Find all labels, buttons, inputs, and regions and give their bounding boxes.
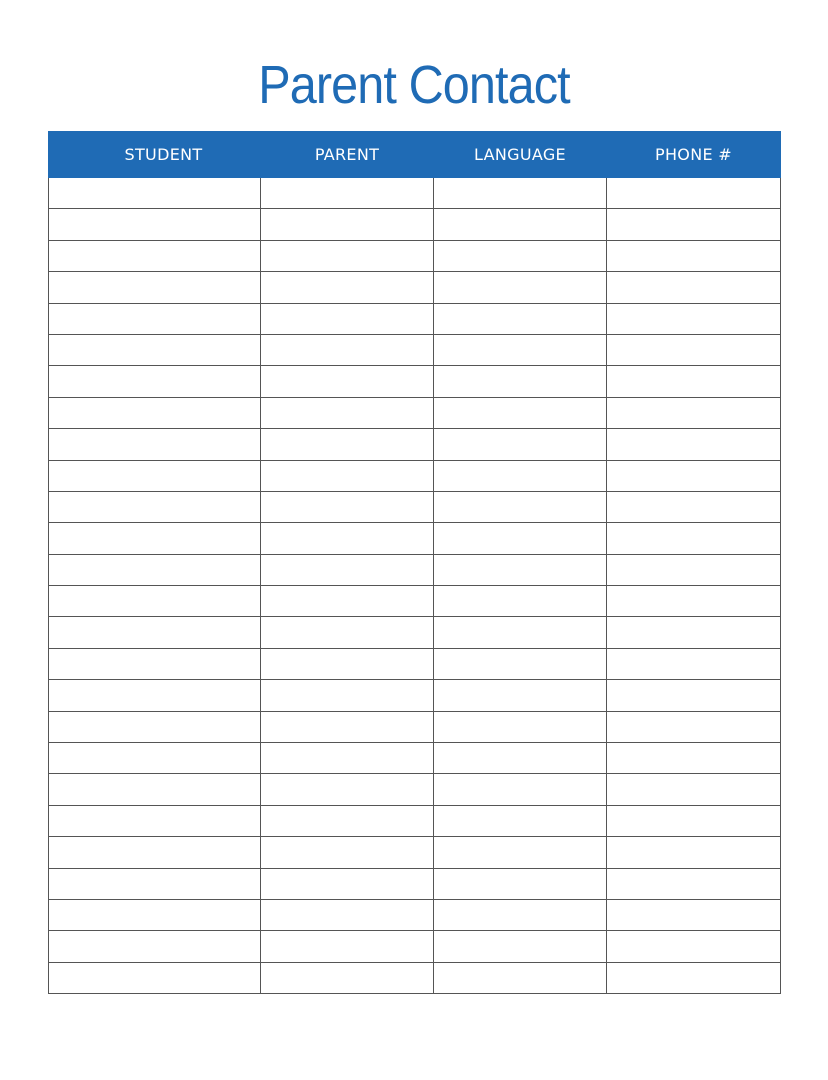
- cell-phone[interactable]: [607, 586, 781, 617]
- cell-language[interactable]: [434, 743, 607, 774]
- cell-phone[interactable]: [607, 648, 781, 679]
- cell-parent[interactable]: [261, 899, 434, 930]
- cell-student[interactable]: [49, 303, 261, 334]
- table-row: [49, 178, 781, 209]
- cell-parent[interactable]: [261, 680, 434, 711]
- cell-student[interactable]: [49, 397, 261, 428]
- parent-contact-table: [48, 131, 781, 994]
- cell-language[interactable]: [434, 429, 607, 460]
- cell-parent[interactable]: [261, 209, 434, 240]
- cell-phone[interactable]: [607, 931, 781, 962]
- cell-student[interactable]: [49, 743, 261, 774]
- cell-student[interactable]: [49, 491, 261, 522]
- cell-phone[interactable]: [607, 272, 781, 303]
- cell-language[interactable]: [434, 899, 607, 930]
- column-header-phone: PHONE #: [607, 132, 781, 178]
- cell-student[interactable]: [49, 366, 261, 397]
- table-row: [49, 868, 781, 899]
- cell-language[interactable]: [434, 868, 607, 899]
- cell-language[interactable]: [434, 240, 607, 271]
- table-row: [49, 460, 781, 491]
- table-row: [49, 617, 781, 648]
- cell-language[interactable]: [434, 272, 607, 303]
- cell-parent[interactable]: [261, 523, 434, 554]
- cell-phone[interactable]: [607, 209, 781, 240]
- cell-phone[interactable]: [607, 617, 781, 648]
- cell-parent[interactable]: [261, 805, 434, 836]
- cell-parent[interactable]: [261, 397, 434, 428]
- column-header-language: LANGUAGE: [434, 132, 607, 178]
- cell-language[interactable]: [434, 805, 607, 836]
- cell-phone[interactable]: [607, 868, 781, 899]
- table-body: [49, 178, 781, 994]
- cell-phone[interactable]: [607, 711, 781, 742]
- cell-parent[interactable]: [261, 272, 434, 303]
- cell-student[interactable]: [49, 460, 261, 491]
- cell-language[interactable]: [434, 680, 607, 711]
- table-row: [49, 397, 781, 428]
- cell-phone[interactable]: [607, 303, 781, 334]
- table-header: [49, 132, 781, 178]
- cell-parent[interactable]: [261, 868, 434, 899]
- cell-parent[interactable]: [261, 334, 434, 365]
- cell-phone[interactable]: [607, 240, 781, 271]
- table-row: [49, 429, 781, 460]
- cell-parent[interactable]: [261, 554, 434, 585]
- table-row: [49, 240, 781, 271]
- cell-student[interactable]: [49, 523, 261, 554]
- cell-student[interactable]: [49, 554, 261, 585]
- cell-phone[interactable]: [607, 962, 781, 993]
- cell-language[interactable]: [434, 617, 607, 648]
- cell-language[interactable]: [434, 491, 607, 522]
- cell-student[interactable]: [49, 240, 261, 271]
- table-row: [49, 962, 781, 993]
- page-title: Parent Contact: [258, 55, 570, 115]
- cell-phone[interactable]: [607, 366, 781, 397]
- table-row: [49, 805, 781, 836]
- cell-student[interactable]: [49, 209, 261, 240]
- cell-phone[interactable]: [607, 178, 781, 209]
- cell-student[interactable]: [49, 899, 261, 930]
- table-row: [49, 554, 781, 585]
- table-row: [49, 303, 781, 334]
- cell-parent[interactable]: [261, 837, 434, 868]
- table-row: [49, 586, 781, 617]
- table-row: [49, 648, 781, 679]
- cell-phone[interactable]: [607, 429, 781, 460]
- table-row: [49, 837, 781, 868]
- cell-student[interactable]: [49, 648, 261, 679]
- cell-phone[interactable]: [607, 680, 781, 711]
- cell-parent[interactable]: [261, 240, 434, 271]
- table-row: [49, 334, 781, 365]
- cell-phone[interactable]: [607, 334, 781, 365]
- table-row: [49, 680, 781, 711]
- cell-language[interactable]: [434, 586, 607, 617]
- cell-phone[interactable]: [607, 899, 781, 930]
- cell-student[interactable]: [49, 805, 261, 836]
- cell-phone[interactable]: [607, 554, 781, 585]
- cell-language[interactable]: [434, 554, 607, 585]
- cell-student[interactable]: [49, 774, 261, 805]
- table-row: [49, 272, 781, 303]
- cell-student[interactable]: [49, 962, 261, 993]
- cell-phone[interactable]: [607, 460, 781, 491]
- table-row: [49, 899, 781, 930]
- cell-student[interactable]: [49, 272, 261, 303]
- cell-parent[interactable]: [261, 491, 434, 522]
- table-row: [49, 743, 781, 774]
- cell-parent[interactable]: [261, 711, 434, 742]
- table-row: [49, 523, 781, 554]
- cell-parent[interactable]: [261, 648, 434, 679]
- cell-phone[interactable]: [607, 837, 781, 868]
- cell-language[interactable]: [434, 334, 607, 365]
- cell-student[interactable]: [49, 429, 261, 460]
- cell-student[interactable]: [49, 837, 261, 868]
- cell-student[interactable]: [49, 586, 261, 617]
- table-row: [49, 711, 781, 742]
- cell-student[interactable]: [49, 178, 261, 209]
- cell-student[interactable]: [49, 334, 261, 365]
- cell-language[interactable]: [434, 711, 607, 742]
- cell-language[interactable]: [434, 837, 607, 868]
- cell-language[interactable]: [434, 178, 607, 209]
- header-row: [49, 132, 781, 178]
- cell-phone[interactable]: [607, 774, 781, 805]
- cell-parent[interactable]: [261, 617, 434, 648]
- cell-language[interactable]: [434, 648, 607, 679]
- cell-parent[interactable]: [261, 743, 434, 774]
- table-row: [49, 366, 781, 397]
- cell-parent[interactable]: [261, 931, 434, 962]
- column-header-student: STUDENT: [49, 132, 261, 178]
- cell-student[interactable]: [49, 680, 261, 711]
- cell-language[interactable]: [434, 774, 607, 805]
- cell-language[interactable]: [434, 397, 607, 428]
- cell-language[interactable]: [434, 303, 607, 334]
- cell-language[interactable]: [434, 931, 607, 962]
- cell-student[interactable]: [49, 868, 261, 899]
- cell-language[interactable]: [434, 209, 607, 240]
- cell-parent[interactable]: [261, 962, 434, 993]
- cell-language[interactable]: [434, 523, 607, 554]
- cell-parent[interactable]: [261, 586, 434, 617]
- cell-parent[interactable]: [261, 178, 434, 209]
- cell-phone[interactable]: [607, 743, 781, 774]
- cell-language[interactable]: [434, 366, 607, 397]
- table-row: [49, 209, 781, 240]
- cell-language[interactable]: [434, 460, 607, 491]
- column-header-parent: PARENT: [261, 132, 434, 178]
- cell-parent[interactable]: [261, 366, 434, 397]
- cell-parent[interactable]: [261, 429, 434, 460]
- cell-phone[interactable]: [607, 523, 781, 554]
- table-row: [49, 491, 781, 522]
- cell-parent[interactable]: [261, 460, 434, 491]
- cell-student[interactable]: [49, 931, 261, 962]
- cell-student[interactable]: [49, 711, 261, 742]
- cell-language[interactable]: [434, 962, 607, 993]
- cell-parent[interactable]: [261, 774, 434, 805]
- cell-parent[interactable]: [261, 303, 434, 334]
- table-row: [49, 931, 781, 962]
- cell-phone[interactable]: [607, 805, 781, 836]
- cell-student[interactable]: [49, 617, 261, 648]
- table-row: [49, 774, 781, 805]
- cell-phone[interactable]: [607, 397, 781, 428]
- cell-phone[interactable]: [607, 491, 781, 522]
